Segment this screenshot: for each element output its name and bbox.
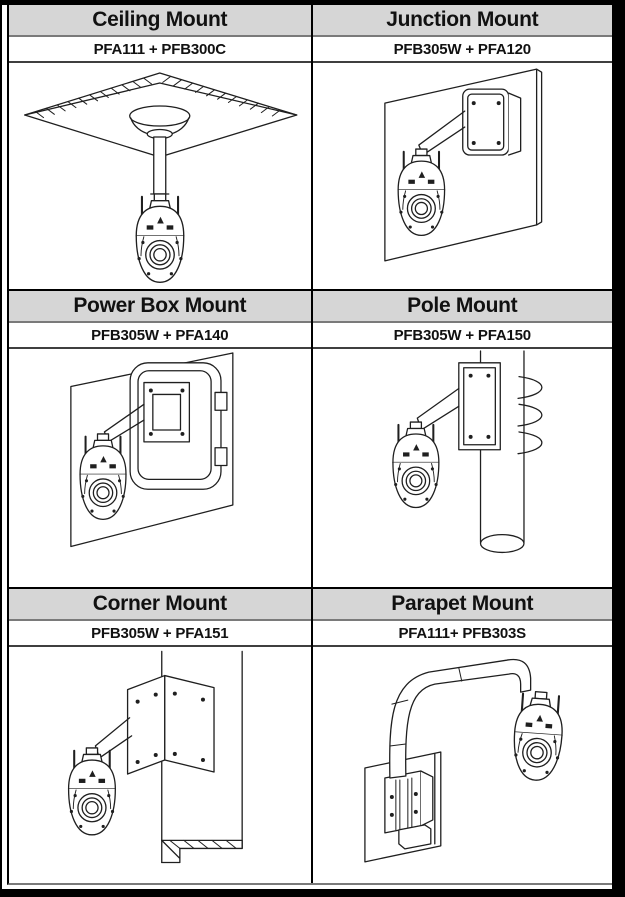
mount-options-table [7,5,612,885]
page-sheet [2,5,612,889]
ceiling-mount-illustration [9,63,311,289]
cell-title: Power Box Mount [9,291,311,323]
cell-title: Junction Mount [313,5,613,37]
cell-power-box-mount [9,289,311,587]
cell-part-numbers: PFA111 + PFB300C [9,37,311,63]
parapet-mount-illustration [313,647,613,883]
power-box-mount-illustration [9,349,311,587]
cell-part-numbers: PFB305W + PFA120 [313,37,613,63]
cell-pole-mount [311,289,613,587]
cell-ceiling-mount [9,5,311,289]
cell-title: Ceiling Mount [9,5,311,37]
cell-title: Corner Mount [9,589,311,621]
cell-part-numbers: PFA111+ PFB303S [313,621,613,647]
cell-corner-mount [9,587,311,883]
cell-parapet-mount [311,587,613,883]
cell-title: Pole Mount [313,291,613,323]
cell-junction-mount [311,5,613,289]
cell-part-numbers: PFB305W + PFA150 [313,323,613,349]
junction-mount-illustration [313,63,613,289]
cell-part-numbers: PFB305W + PFA151 [9,621,311,647]
cell-title: Parapet Mount [313,589,613,621]
cell-part-numbers: PFB305W + PFA140 [9,323,311,349]
pole-mount-illustration [313,349,613,587]
corner-mount-illustration [9,647,311,883]
